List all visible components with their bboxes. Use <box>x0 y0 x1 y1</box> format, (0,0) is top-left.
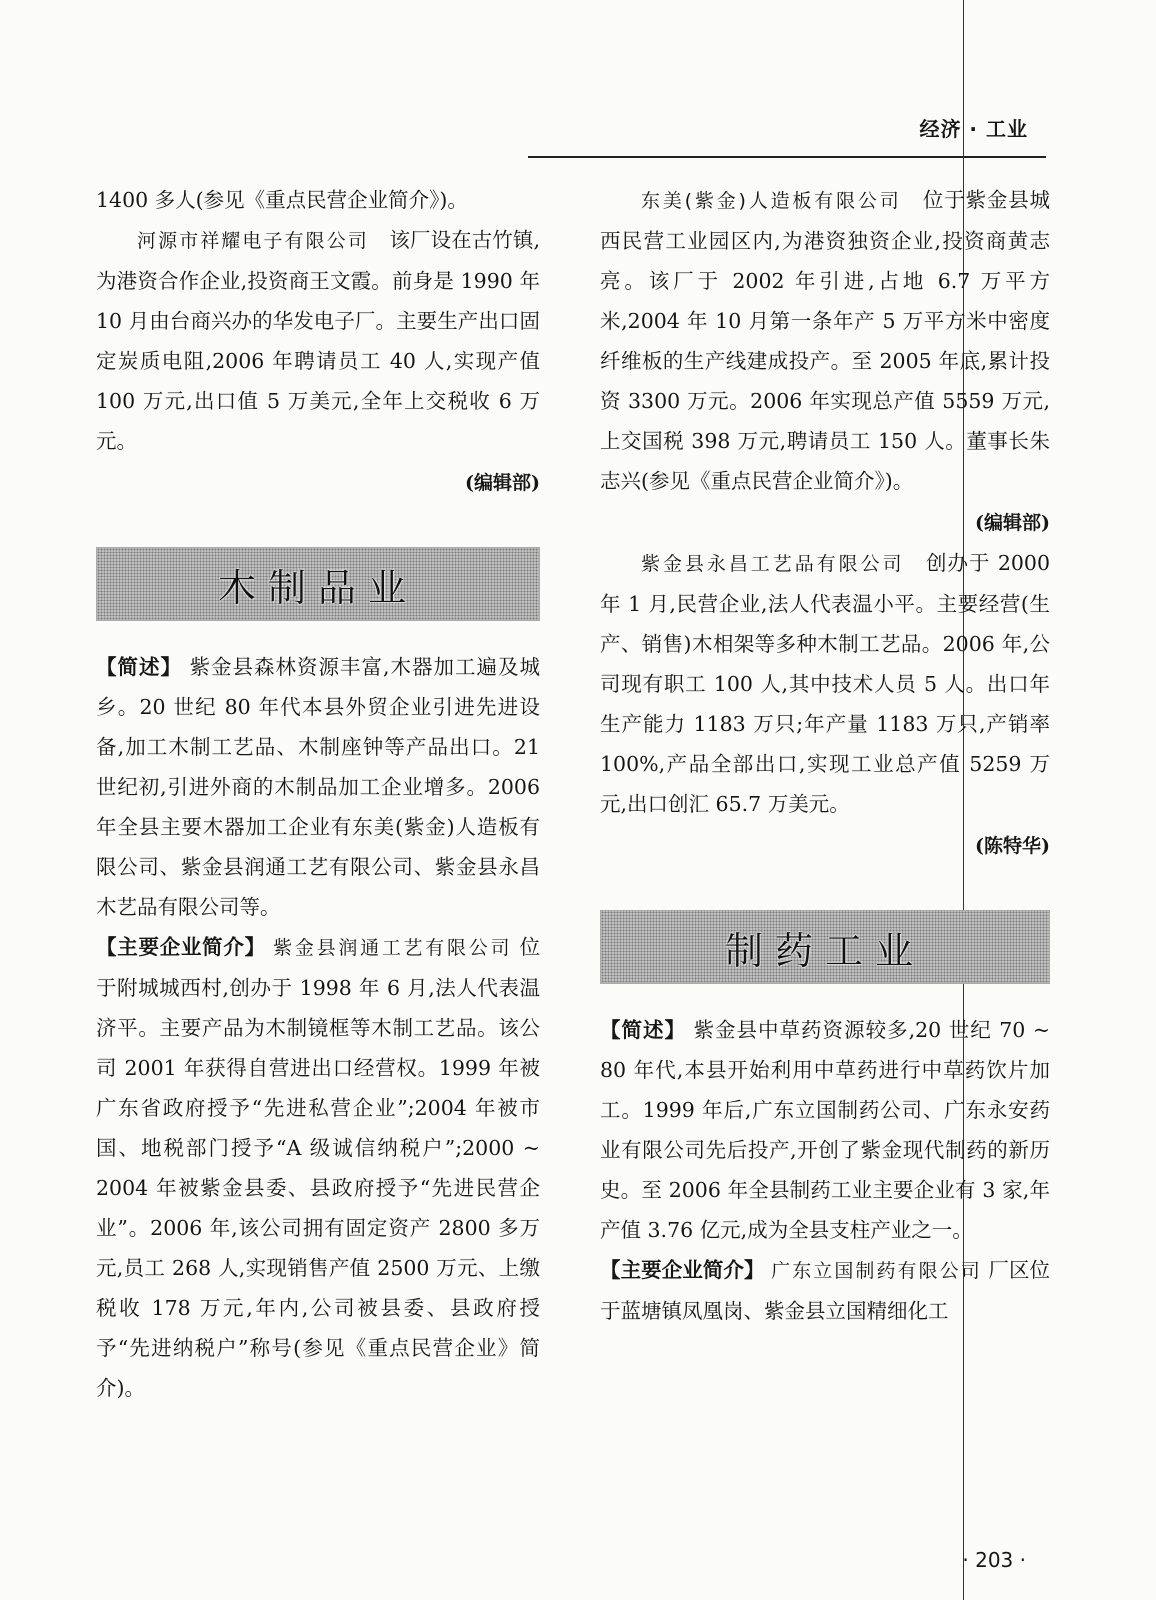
section-banner-pharmaceutical <box>600 910 1050 984</box>
main-enterprise-paragraph <box>96 927 540 1408</box>
enterprise-body: 位于紫金县城西民营工业园区内,为港资独资企业,投资商黄志亮。该厂于 2002 年引进,占地 6.7 万平方米,2004 年 10 月第一条年产 5 万平方米中密度纤维板的生产线建成投产。至 2005 年底,累计投资 3300 万元。2006 年实现总产值 5559 万元,上交国税 398 万元,聘请员工 150 人。董事长朱志兴(参见《重点民营企业简介》)。 <box>600 188 1051 493</box>
right-column <box>600 180 1050 1331</box>
enterprise-name: 紫金县润通工艺有限公司 <box>273 937 513 959</box>
section-title: 制药工业 <box>724 928 925 973</box>
summary-paragraph <box>96 647 540 927</box>
enterprise-entry-dongmei <box>600 180 1050 501</box>
running-header: 经济 · 工业 <box>919 117 1028 141</box>
summary-tag: 【简述】 <box>96 655 182 679</box>
enterprise-body: 创办于 2000 年 1 月,民营企业,法人代表温小平。主要经营(生产、销售)木相架等多种木制工艺品。2006 年,公司现有职工 100 人,其中技术人员 5 人。出口年生产能力 1183 万只;年产量 1183 万只,产销率 100%,产品全部出口,实现工业总产值 5259 万元,出口创汇 65.7 万美元。 <box>600 551 1051 816</box>
main-enterprise-tag: 【主要企业简介】 <box>96 935 266 959</box>
section-banner-wood-products <box>96 547 540 621</box>
author-credit: (陈特华) <box>975 835 1050 857</box>
page-number: · 203 · <box>962 1548 1026 1572</box>
enterprise-body: 该厂设在古竹镇,为港资合作企业,投资商王文霞。前身是 1990 年 10 月由台商兴办的华发电子厂。主要生产出口固定炭质电阻,2006 年聘请员工 40 人,实现产值 100 万元,出口值 5 万美元,全年上交税收 6 万元。 <box>96 228 540 453</box>
summary-body: 紫金县中草药资源较多,20 世纪 70 ~ 80 年代,本县开始利用中草药进行中草药饮片加工。1999 年后,广东立国制药公司、广东永安药业有限公司先后投产,开创了紫金现代制药的新历史。至 2006 年全县制药工业主要企业有 3 家,年产值 3.76 亿元,成为全县支柱产业之一。 <box>600 1018 1050 1242</box>
enterprise-name: 广东立国制药有限公司 <box>771 1260 982 1282</box>
author-credit: (编辑部) <box>465 472 540 494</box>
left-column <box>96 180 540 1408</box>
author-credit: (编辑部) <box>975 512 1050 534</box>
summary-body: 紫金县森林资源丰富,木器加工遍及城乡。20 世纪 80 年代本县外贸企业引进先进设备,加工木制工艺品、木制座钟等产品出口。21 世纪初,引进外商的木制品加工企业增多。2006 年全县主要木器加工企业有东美(紫金)人造板有限公司、紫金县润通工艺有限公司、紫金县永昌木艺品有限公司等。 <box>96 655 540 919</box>
summary-tag: 【简述】 <box>600 1018 687 1042</box>
main-enterprise-tag: 【主要企业简介】 <box>600 1258 765 1282</box>
summary-paragraph <box>600 1010 1050 1250</box>
main-enterprise-paragraph <box>600 1250 1050 1331</box>
enterprise-body: 位于附城城西村,创办于 1998 年 6 月,法人代表温济平。主要产品为木制镜框等木制工艺品。该公司 2001 年获得自营进出口经营权。1999 年被广东省政府授予“先进私营企业”;2004 年被市国、地税部门授予“A 级诚信纳税户”;2000 ~ 2004 年被紫金县委、县政府授予“先进民营企业”。2006 年,该公司拥有固定资产 2800 多万元,员工 268 人,实现销售产值 2500 万元、上缴税收 178 万元,年内,公司被县委、县政府授予“先进纳税户”称号(参见《重点民营企业》简介)。 <box>96 935 540 1400</box>
enterprise-entry-xiangyao <box>96 220 540 461</box>
paragraph-continuation: 1400 多人(参见《重点民营企业简介》)。 <box>96 188 468 212</box>
section-title: 木制品业 <box>217 565 418 610</box>
enterprise-name: 东美(紫金)人造板有限公司 <box>641 190 902 212</box>
enterprise-entry-yongchang <box>600 543 1050 824</box>
enterprise-name: 河源市祥耀电子有限公司 <box>137 230 369 252</box>
header-rule <box>528 156 1046 158</box>
enterprise-body: 厂区位于蓝塘镇凤凰岗、紫金县立国精细化工 <box>600 1258 1051 1323</box>
enterprise-name: 紫金县永昌工艺品有限公司 <box>641 553 905 575</box>
